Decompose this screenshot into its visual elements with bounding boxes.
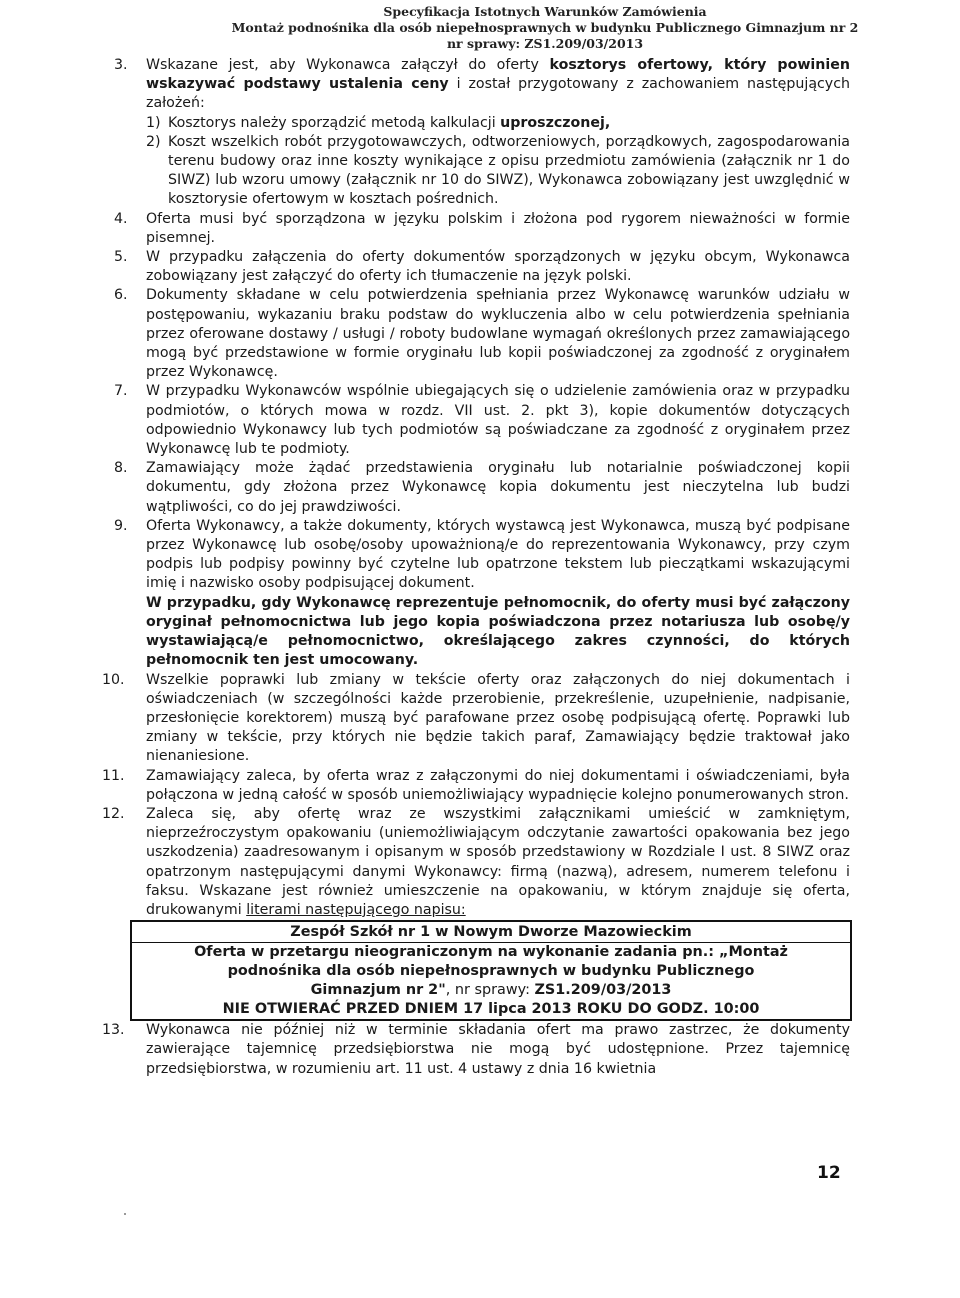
- item-text: Wskazane jest, aby Wykonawca załączył do oferty: [146, 57, 550, 73]
- item-number: 4.: [114, 210, 128, 227]
- item-number: 12.: [102, 805, 125, 822]
- sub-item-2: [146, 133, 850, 210]
- header-subtitle: Montaż podnośnika dla osób niepełnosprawnych w budynku Publicznego Gimnazjum nr 2: [231, 20, 859, 35]
- item-text: Oferta Wykonawcy, a także dokumenty, których wystawcą jest Wykonawca, muszą być podpisane przez Wykonawcę lub osobę/osoby upoważnioną/e do reprezentowania Wykonawcy, przy czym podpis lub podpisy powinny być czytelne lub opatrzone tekstem lub pieczątkami wskazującymi imię i nazwisko osoby podpisującej dokument.: [146, 517, 850, 592]
- item-number: 6.: [114, 287, 128, 304]
- item-number: 8.: [114, 460, 128, 477]
- header-title: Specyfikacja Istotnych Warunków Zamówienia: [383, 4, 707, 19]
- box-line-case: [132, 981, 850, 1000]
- item-number: 9.: [114, 517, 128, 534]
- item-text: Zaleca się, aby ofertę wraz ze wszystkimi załącznikami umieścić w zamkniętym, nieprzeźroczystym opakowaniu (uniemożliwiającym odczytanie zawartości opakowania bez jego uszkodzenia) zaadresowanym i opisanym w sposób przedstawiony w Rozdziale I ust. 8 SIWZ oraz opatrzonym następującymi danymi Wykonawcy: firmą (nazwą), adresem, numerem telefonu i faksu. Wskazane jest również umieszczenie na opakowaniu, w którym znajduje się oferta, drukowanymi: [146, 805, 850, 918]
- header-case-number: nr sprawy: ZS1.209/03/2013: [446, 36, 644, 51]
- sub-item-number: 1): [146, 114, 161, 131]
- list-item-3: [114, 56, 850, 210]
- item-text: Oferta musi być sporządzona w języku polskim i złożona pod rygorem nieważności w formie pisemnej.: [146, 210, 850, 246]
- list-item-12: [102, 805, 850, 920]
- item-text: Zamawiający może żądać przedstawienia oryginału lub notarialnie poświadczonej kopii dokumentu, gdy złożona przez Wykonawcę kopia dokumentu jest nieczytelna lub budzi wątpliwości, co do jej prawdziwości.: [146, 460, 850, 515]
- list-item-10: [102, 671, 850, 767]
- document-body: [102, 56, 850, 1079]
- item-number: 7.: [114, 383, 128, 400]
- item-text: W przypadku załączenia do oferty dokumentów sporządzonych w języku obcym, Wykonawca zobowiązany jest załączyć do oferty ich tłumaczenie na język polski.: [146, 249, 850, 285]
- item-number: 3.: [114, 57, 128, 73]
- list-item-5: [114, 248, 850, 286]
- box-line-subject: podnośnika dla osób niepełnosprawnych w budynku Publicznego: [227, 963, 755, 980]
- item-text: W przypadku Wykonawców wspólnie ubiegających się o udzielenie zamówienia oraz w przypadku podmiotów, o których mowa w rozdz. VII ust. 2. pkt 3), kopie dokumentów dotyczących odpowiednio Wykonawcy lub tych podmiotów są poświadczane za zgodność z oryginałem przez Wykonawcę lub te podmioty.: [146, 383, 850, 458]
- sub-item-1: [146, 114, 850, 133]
- item-number: 13.: [102, 1022, 125, 1039]
- item-text: Dokumenty składane w celu potwierdzenia spełniania przez Wykonawcę warunków udziału w postępowaniu, wykazaniu braku podstaw do wykluczenia albo w celu potwierdzenia spełniania przez oferowane dostawy / usługi / roboty budowlane wymagań określonych przez zamawiającego mogą być przedstawione w formie oryginału lub kopii poświadczonej za zgodność z oryginałem przez Wykonawcę.: [146, 287, 850, 381]
- list-item-7: [114, 382, 850, 459]
- box-line-offer: Oferta w przetargu nieograniczonym na wykonanie zadania pn.: „Montaż: [194, 944, 788, 961]
- box-inner: [132, 942, 850, 1019]
- sub-item-number: 2): [146, 133, 161, 150]
- scan-speck: [124, 1213, 126, 1215]
- item-number: 10.: [102, 671, 125, 688]
- item-bold-text: kosztorys ofertowy, który powinien wskazywać podstawy ustalenia ceny: [146, 57, 850, 93]
- item-underlined-text: literami następującego napisu:: [246, 901, 466, 918]
- box-gymnasium: Gimnazjum nr 2": [310, 982, 446, 999]
- item-text: Zamawiający zaleca, by oferta wraz z załączonymi do niej dokumentami i oświadczeniami, była połączona w jedną całość w sposób uniemożliwiający wypadnięcie kolejno ponumerowanych stron.: [146, 767, 850, 803]
- list-item-8: [114, 459, 850, 517]
- item-text: Wszelkie poprawki lub zmiany w tekście oferty oraz załączonych do niej dokumentach i oświadczeniach (w szczególności każde przerobienie, przekreślenie, uzupełnienie, nadpisanie, przesłonięcie korektorem) muszą być parafowane przez osobę podpisującą ofertę. Poprawki lub zmiany w tekście, przy których nie będzie takich paraf, Zamawiający będzie traktował jako nienaniesione.: [146, 671, 850, 765]
- item-text: Wykonawca nie później niż w terminie składania ofert ma prawo zastrzec, że dokumenty zawierające tajemnicę przedsiębiorstwa nie mogą być udostępnione. Przez tajemnicę przedsiębiorstwa, w rozumieniu art. 11 ust. 4 ustawy z dnia 16 kwietnia: [146, 1022, 850, 1077]
- item-number: 5.: [114, 249, 128, 266]
- item-text: i został przygotowany z zachowaniem następujących założeń:: [146, 76, 850, 112]
- list-item-4: [114, 210, 850, 248]
- item-bold-paragraph: W przypadku, gdy Wykonawcę reprezentuje pełnomocnik, do oferty musi być załączony oryginał pełnomocnictwa lub jego kopia poświadczona przez notariusza lub osobę/y wystawiającą/e pełnomocnictwo, określającego zakres czynności, do których pełnomocnik ten jest umocowany.: [146, 594, 850, 669]
- box-case-label: , nr sprawy:: [445, 982, 535, 999]
- box-line-do-not-open: NIE OTWIERAĆ PRZED DNIEM 17 lipca 2013 ROKU DO GODZ. 10:00: [222, 1001, 760, 1018]
- list-item-11: [102, 767, 850, 805]
- sub-item-text: Koszt wszelkich robót przygotowawczych, odtworzeniowych, porządkowych, zagospodarowania terenu budowy oraz inne koszty wynikające z opisu przedmiotu zamówienia (załącznik nr 1 do SIWZ) lub wzoru umowy (załącznik nr 10 do SIWZ), Wykonawca zobowiązany jest uwzględnić w kosztorysie ofertowym w kosztach pośrednich.: [168, 133, 850, 208]
- list-item-9: [114, 517, 850, 671]
- page-number: 12: [817, 1163, 841, 1183]
- item-number: 11.: [102, 767, 125, 784]
- document-header: [0, 4, 960, 52]
- sub-item-text: Kosztorys należy sporządzić metodą kalkulacji: [168, 114, 501, 131]
- sub-item-bold-text: uproszczonej,: [500, 114, 611, 131]
- box-case-number: ZS1.209/03/2013: [534, 982, 672, 999]
- list-item-13: [102, 1021, 850, 1079]
- list-item-6: [114, 286, 850, 382]
- envelope-label-box: [130, 920, 852, 1021]
- box-line-school: Zespół Szkół nr 1 w Nowym Dworze Mazowieckim: [290, 924, 692, 941]
